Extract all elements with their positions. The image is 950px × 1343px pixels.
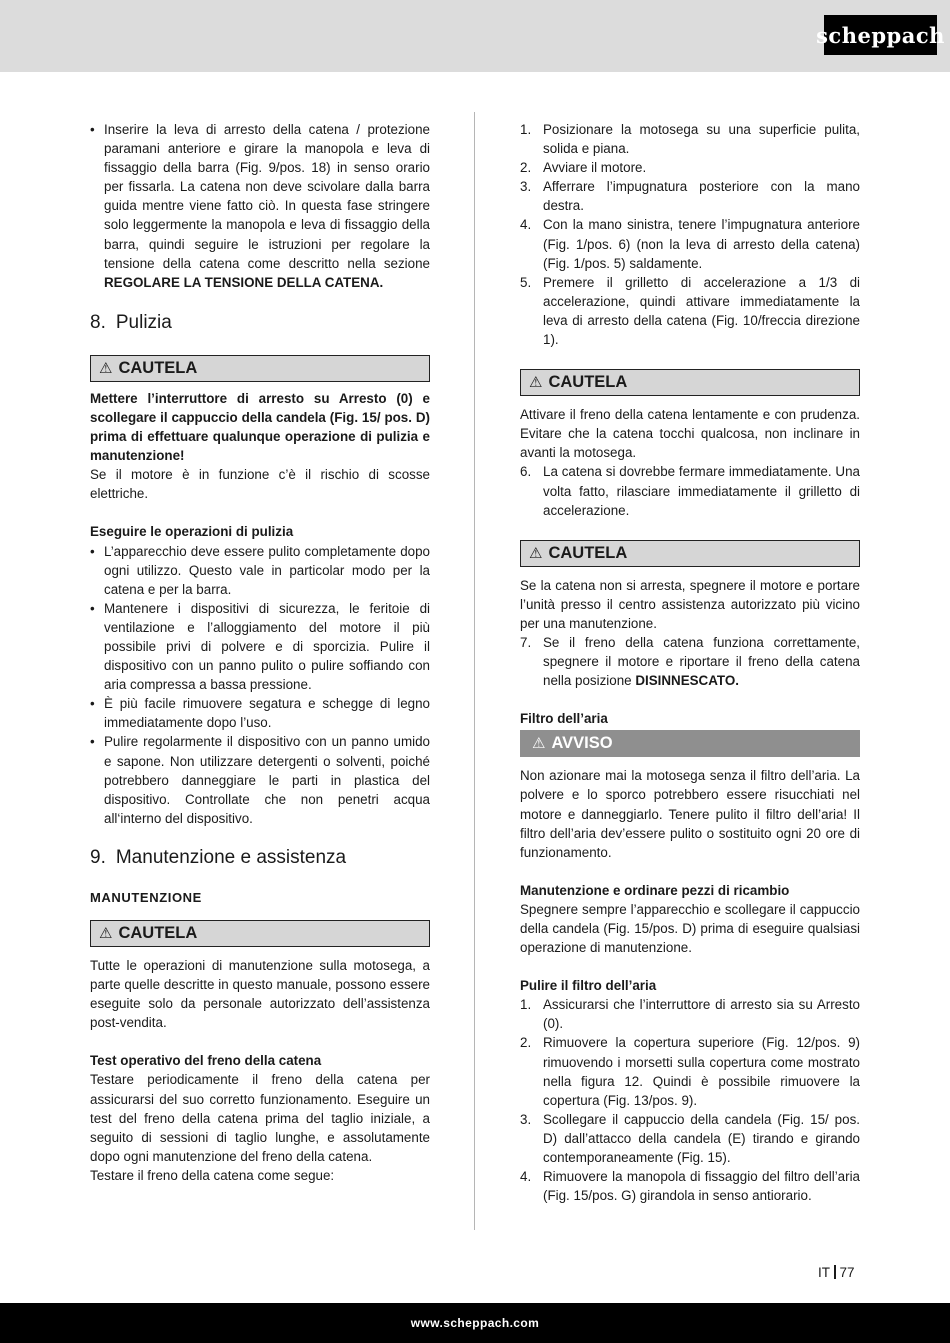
step-item: 6. La catena si dovrebbe fermare immediatamente. Una volta fatto, rilasciare immediatamente il grilletto di accelerazione.	[520, 464, 860, 518]
subheading-air-filter: Filtro dell’aria	[520, 711, 608, 727]
spare-parts-text: Spegnere sempre l’apparecchio e scollegare il cappuccio della candela (Fig. 15/pos. D) prima di eseguire qualsiasi operazione di manutenzione.	[520, 901, 860, 956]
footer-url[interactable]: www.scheppach.com	[410, 1316, 540, 1330]
notice-text: Non azionare mai la motosega senza il filtro dell’aria. La polvere e lo sporco potrebbero essere risucchiati nel motore e danneggiarlo. Tenere pulito il filtro dell’aria! Il filtro dell’aria dev’essere pulito o sostituito ogni 20 ore di funzionamento.	[520, 768, 860, 860]
warning-icon: ⚠	[532, 735, 546, 753]
intro-list	[90, 120, 430, 292]
footer-band	[0, 1303, 950, 1343]
subheading-maintenance: MANUTENZIONE	[90, 889, 202, 905]
subheading-clean-filter: Pulire il filtro dell’aria	[520, 978, 657, 994]
list-item: • L’apparecchio deve essere pulito completamente dopo ogni utilizzo. Questo vale in particolar modo per la catena e per la barra.	[90, 543, 430, 597]
subheading-brake-test: Test operativo del freno della catena	[90, 1053, 322, 1069]
notice-box: ⚠ AVVISO	[520, 730, 860, 757]
step-item: 4. Con la mano sinistra, tenere l’impugnatura anteriore (Fig. 1/pos. 6) (non la leva di arresto della catena) (Fig. 1/pos. 5) saldamente.	[520, 217, 860, 271]
step-item: 1. Posizionare la motosega su una superficie pulita, solida e piana.	[520, 122, 860, 157]
warning-icon: ⚠	[99, 359, 113, 377]
caution-box: ⚠ CAUTELA	[90, 920, 430, 947]
brake-test-instruction: Testare il freno della catena come segue:	[90, 1167, 335, 1183]
page-number: IT 77	[818, 1265, 855, 1280]
step-item: 3. Scollegare il cappuccio della candela (Fig. 15/ pos. D) dall’attacco della candela (E) tirando e girando contemporaneamente (Fig. 15).	[520, 1111, 860, 1166]
brake-test-steps	[520, 120, 860, 349]
cleaning-list	[90, 542, 430, 828]
step-item: 1. Assicurarsi che l’interruttore di arresto sia su Arresto (0).	[520, 997, 860, 1032]
step-list	[520, 462, 860, 519]
caution-text: Se la catena non si arresta, spegnere il motore e portare l’unità presso il centro assistenza autorizzato più vicino per una manutenzione.	[520, 577, 860, 631]
right-column	[520, 120, 860, 1205]
caution-box: ⚠ CAUTELA	[520, 540, 860, 567]
step-item: 2. Rimuovere la copertura superiore (Fig. 12/pos. 9) rimuovendo i morsetti sulla copertura come mostrato nella figura 12. Quindi è possibile rimuovere la copertura (Fig. 13/pos. 9).	[520, 1035, 860, 1108]
warning-icon: ⚠	[529, 374, 543, 392]
header-band	[0, 0, 950, 72]
page-number-separator	[834, 1265, 836, 1279]
subheading-spare-parts: Manutenzione e ordinare pezzi di ricambio	[520, 882, 790, 898]
step-list	[520, 633, 860, 690]
caution-warning-text: Mettere l’interruttore di arresto su Arresto (0) e scollegare il cappuccio della candela (Fig. 15/ pos. D) prima di effettuare qualunque operazione di pulizia e manutenzione!	[90, 390, 430, 464]
caution-text: Tutte le operazioni di manutenzione sulla motosega, a parte quelle descritte in questo manuale, possono essere eseguite solo da personale autorizzato dell’assistenza post-vendita.	[90, 958, 430, 1031]
list-item: • È più facile rimuovere segatura e schegge di legno immediatamente dopo l’uso.	[90, 696, 430, 731]
step-item: 4. Rimuovere la manopola di fissaggio del filtro dell’aria (Fig. 15/pos. G) girandola in senso antiorario.	[520, 1169, 860, 1204]
step-item: 5. Premere il grilletto di accelerazione a 1/3 di accelerazione, quindi attivare immediatamente la leva di arresto della catena (Fig. 10/freccia direzione 1).	[520, 274, 860, 348]
list-item: • Inserire la leva di arresto della catena / protezione paramani anteriore e girare la manopola e leva di fissaggio della barra (Fig. 9/pos. 18) in senso orario per fissarla. La catena non deve scivolare dalla barra guida mentre viene fatto ciò. In questa fase stringere solo leggermente la manopola e leva di fissaggio della barra, quindi seguire le istruzioni per regolare la tensione della catena come descritto nella sezione REGOLARE LA TENSIONE DELLA CATENA.	[90, 122, 430, 290]
list-item: • Mantenere i dispositivi di sicurezza, le feritoie di ventilazione e l’alloggiamento del motore il più possibile privi di polvere e di sporcizia. Pulire il dispositivo con un panno pulito o pulire soffiando con aria compressa a bassa pressione.	[90, 600, 430, 693]
warning-icon: ⚠	[529, 544, 543, 562]
section-heading-pulizia: 8. Pulizia	[90, 311, 172, 333]
section-heading-manutenzione: 9. Manutenzione e assistenza	[90, 846, 347, 868]
left-column	[90, 120, 430, 1185]
filter-steps	[520, 995, 860, 1205]
caution-text: Attivare il freno della catena lentamente e con prudenza. Evitare che la catena tocchi qualcosa, non inclinare in avanti la motosega.	[520, 407, 860, 461]
brake-test-text: Testare periodicamente il freno della catena per assicurarsi del suo corretto funzionamento. Eseguire un test del freno della catena prima del taglio iniziale, a seguito di sessioni di taglio lunghe, e assolutamente dopo ogni manutenzione del freno della catena.	[90, 1072, 430, 1164]
step-item: 3. Afferrare l’impugnatura posteriore con la mano destra.	[520, 179, 860, 214]
column-divider	[474, 112, 475, 1230]
caution-text: Se il motore è in funzione c’è il rischio di scosse elettriche.	[90, 467, 430, 502]
list-item: • Pulire regolarmente il dispositivo con un panno umido e sapone. Non utilizzare detergenti o solventi, poiché potrebbero danneggiare le parti in plastica del dispositivo. Controllate che non penetri acqua all‘interno del dispositivo.	[90, 734, 430, 826]
step-item: 2. Avviare il motore.	[520, 160, 647, 176]
brand-logo: scheppach	[824, 15, 937, 55]
caution-box: ⚠ CAUTELA	[90, 355, 430, 382]
subheading-cleaning: Eseguire le operazioni di pulizia	[90, 524, 294, 540]
caution-box: ⚠ CAUTELA	[520, 369, 860, 396]
step-item: 7. Se il freno della catena funziona correttamente, spegnere il motore e riportare il freno della catena nella posizione DISINNESCATO.	[520, 634, 860, 689]
warning-icon: ⚠	[99, 924, 113, 942]
